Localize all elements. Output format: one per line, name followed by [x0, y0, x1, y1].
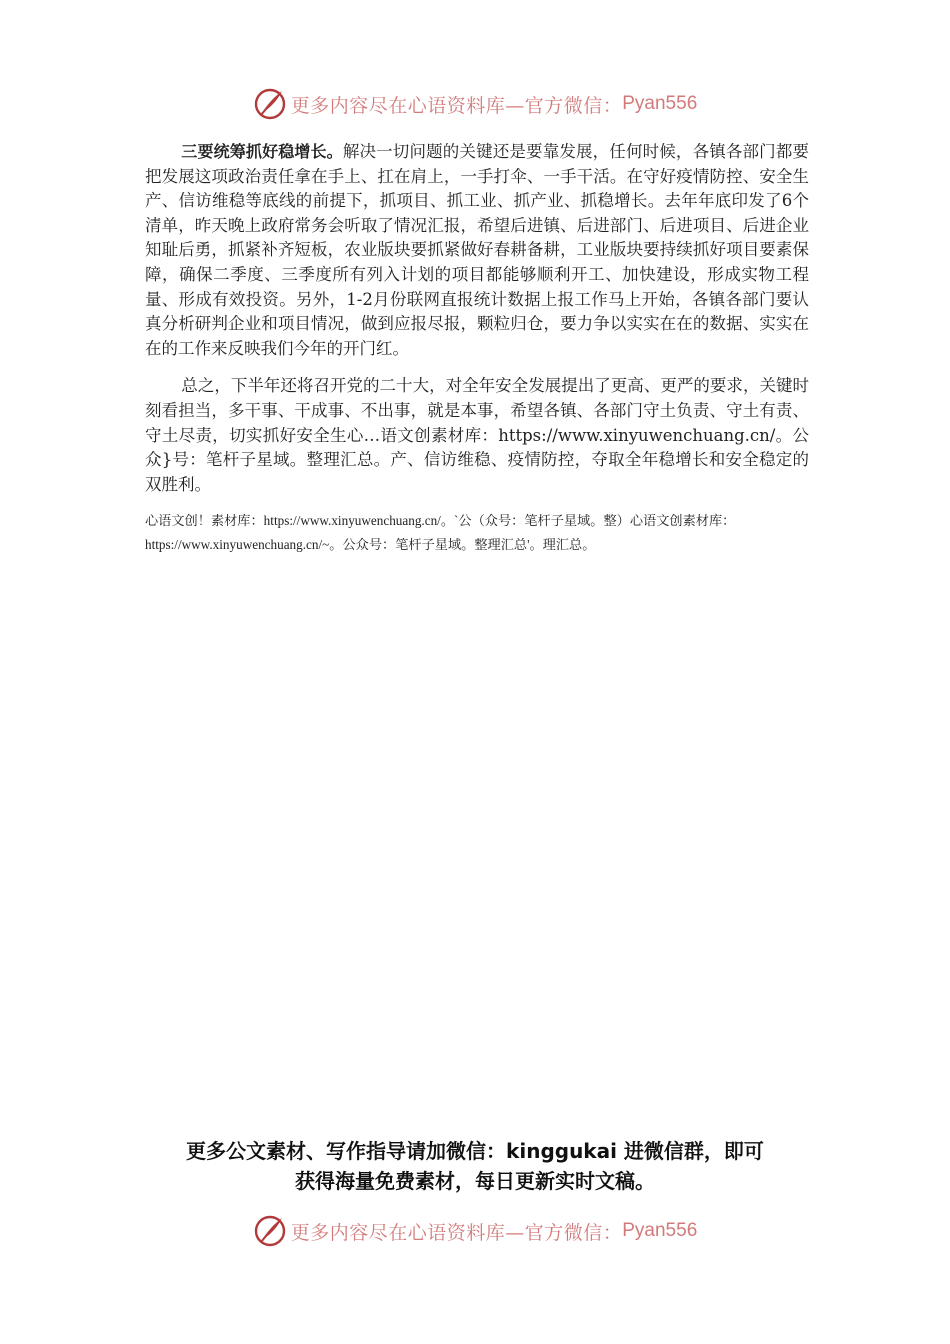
paragraph-1 [145, 140, 809, 361]
banner-text: 更多内容尽在心语资料库—官方微信： [290, 94, 623, 117]
promo-line-2: 获得海量免费素材，每日更新实时文稿。 [295, 1169, 655, 1193]
banner-wechat-id: Pyan556 [622, 93, 698, 114]
banner-wechat-id: Pyan556 [622, 1220, 698, 1241]
paragraph-1-heading: 三要统筹抓好稳增长。 [181, 142, 343, 161]
quill-pen-logo-icon [253, 1214, 287, 1248]
paragraph-2: 总之，下半年还将召开党的二十大，对全年安全发展提出了更高、更严的要求，关键时刻看担当，多干事、干成事、不出事，就是本事，希望各镇、各部门守土负责、守土有责、守土尽责，切实抓好安全生心…语文创素材库：https://www.xinyuwenchuang.cn/。公众}号：笔杆子星域。整理汇总。产、信访维稳、疫情防控，夺取全年稳增长和安全稳定的双胜利。 [145, 376, 809, 494]
paragraph-1-text: 解决一切问题的关键还是要靠发展，任何时候，各镇各部门都要把发展这项政治责任拿在手上、扛在肩上，一手打伞、一手干活。在守好疫情防控、安全生产、信访维稳等底线的前提下，抓项目、抓工业、抓产业、抓稳增长。去年年底印发了6个清单，昨天晚上政府常务会听取了情况汇报，希望后进镇、后进部门、后进项目、后进企业知耻后勇，抓紧补齐短板，农业版块要抓紧做好春耕备耕，工业版块要持续抓好项目要素保障，确保二季度、三季度所有列入计划的项目都能够顺利开工、加快建设，形成实物工程量、形成有效投资。另外，1-2月份联网直报统计数据上报工作马上开始，各镇各部门要认真分析研判企业和项目情况，做到应报尽报，颗粒归仓，要力争以实实在在的数据、实实在在的工作来反映我们今年的开门红。 [145, 142, 809, 358]
footer-banner [0, 1211, 950, 1251]
quill-pen-logo-icon [253, 87, 287, 121]
header-banner [0, 84, 950, 124]
banner-text: 更多内容尽在心语资料库—官方微信： [290, 1221, 623, 1244]
source-note: 心语文创！素材库：https://www.xinyuwenchuang.cn/。`公（众号：笔杆子星域。整）心语文创素材库：https://www.xinyuwenchuang.cn/~。公众号：笔杆子星域。整理汇总'。理汇总。 [145, 513, 736, 553]
promo-block [150, 1136, 800, 1196]
document-body [145, 140, 809, 557]
promo-line-1: 更多公文素材、写作指导请加微信：kinggukai 进微信群，即可 [186, 1139, 764, 1163]
